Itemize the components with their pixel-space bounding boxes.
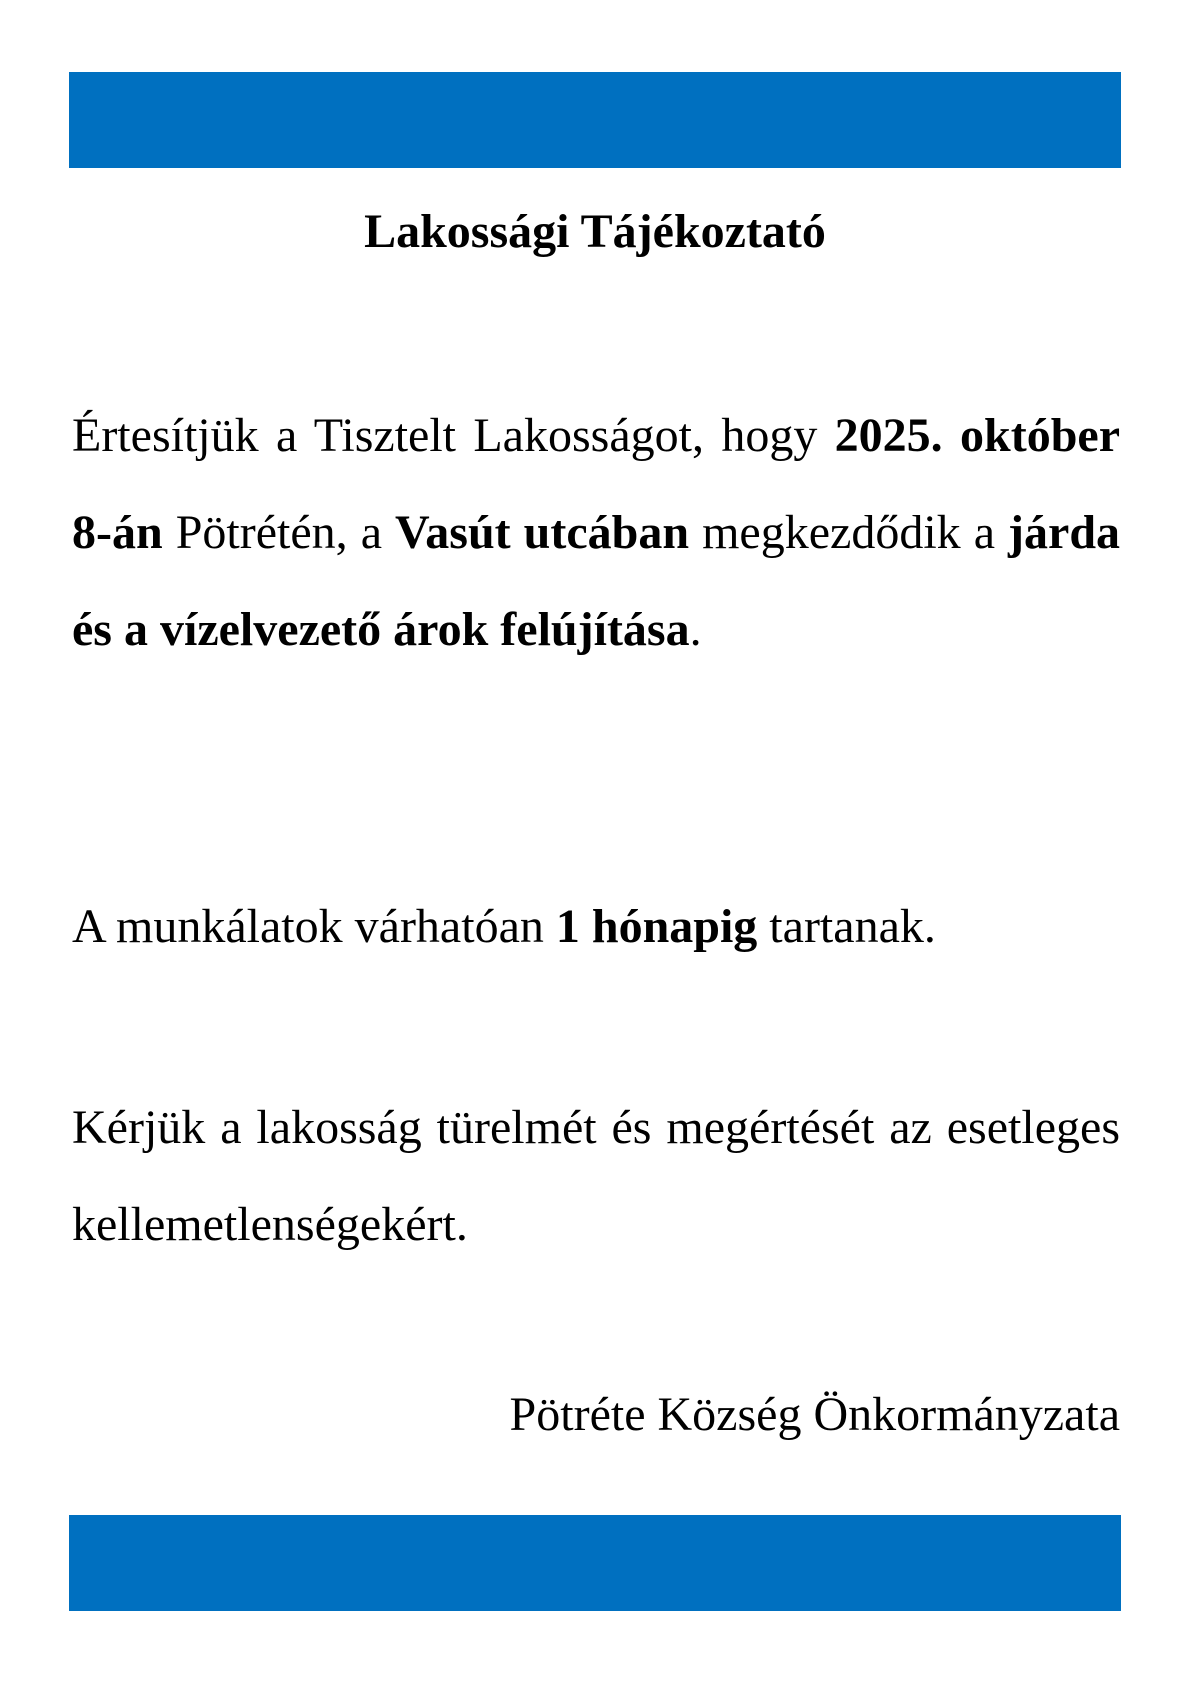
p1-text-4: . [689,603,702,656]
apology-paragraph: Kérjük a lakosság türelmét és megértését az esetleges kellemetlenségekért. [72,1101,1120,1251]
duration-paragraph [72,878,1120,975]
p1-text-1: Értesítjük a Tisztelt Lakosságot, hogy [72,409,835,462]
signature: Pötréte Község Önkormányzata [509,1388,1120,1441]
start-date: 2025. október 8-án [72,409,1120,559]
street-name: Vasút utcában [395,506,690,559]
duration: 1 hónapig [555,900,758,953]
top-blue-band [69,72,1121,168]
announcement-paragraph [72,387,1120,678]
p1-text-3: megkezdődik a [689,506,1009,559]
works-description: járda és a vízelvezető árok felújítása [72,506,1121,656]
p2-text-1: A munkálatok várhatóan [72,900,556,953]
p2-text-2: tartanak. [757,900,936,953]
notice-title: Lakossági Tájékoztató [364,205,826,258]
bottom-blue-band [69,1515,1121,1611]
p1-text-2: Pötrétén, a [162,506,396,559]
